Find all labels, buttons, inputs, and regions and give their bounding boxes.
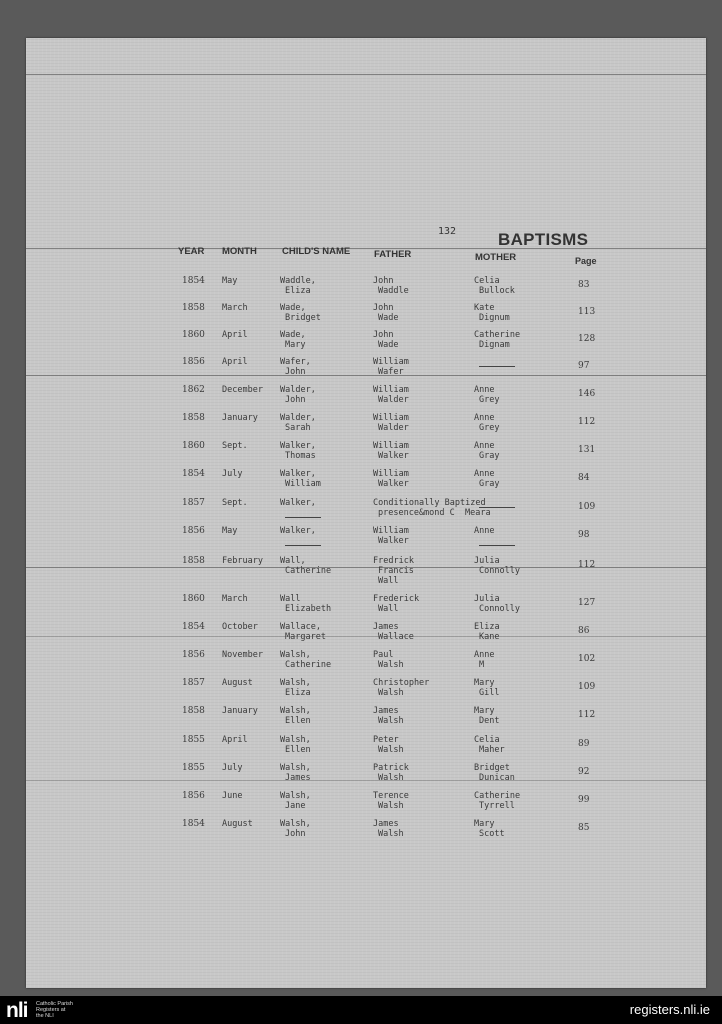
record-page: 99 [578,795,590,805]
record-child-name [280,594,331,614]
record-mother-line: Celia [474,735,500,745]
record-mother-line: Maher [479,745,505,755]
record-mother-line: Dignam [479,340,510,350]
record-page: 102 [578,654,596,664]
record-father-line: William [373,413,409,423]
record-father [373,622,414,642]
table-row [26,791,706,819]
logo-caption [36,1001,86,1019]
record-child-name [280,498,321,518]
table-row [26,330,706,358]
record-year: 1858 [182,706,205,716]
table-row [26,819,706,847]
record-month: August [222,819,253,829]
logo-caption-line: Registers at [36,1007,66,1013]
record-month: January [222,706,258,716]
record-father-line: William [373,441,409,451]
table-row [26,763,706,791]
record-child-name-line: Walsh, [280,735,311,745]
record-child-name-line: Eliza [285,688,311,698]
record-father-line: Francis [378,566,414,576]
record-page: 112 [578,417,596,427]
record-child-name-line: Wafer, [280,357,311,367]
record-month: December [222,385,263,395]
record-father [373,791,409,811]
record-page: 89 [578,739,590,749]
record-mother-line: Grey [479,395,500,405]
table-row [26,385,706,413]
record-mother-line: Julia [474,556,500,566]
record-mother [474,526,515,546]
scan-line [26,248,706,249]
table-row [26,594,706,622]
record-father [373,357,409,377]
record-month: April [222,330,248,340]
record-month: May [222,276,238,286]
record-father [373,498,491,518]
table-row [26,556,706,584]
record-year: 1857 [182,678,205,688]
record-child-name-line: Eliza [285,286,311,296]
logo-caption-line: the NLI [36,1013,54,1019]
record-mother [474,469,499,489]
record-father-line: Wafer [378,367,404,377]
record-month: Sept. [222,498,248,508]
record-mother-line [474,357,515,367]
record-child-name-line [280,536,321,546]
record-father-line: Peter [373,735,399,745]
record-child-name-line: John [285,395,306,405]
record-mother-line: Scott [479,829,505,839]
record-child-name [280,303,321,323]
record-father-line: John [373,330,394,340]
record-year: 1854 [182,622,205,632]
page-title: BAPTISMS [498,230,589,249]
record-page: 127 [578,598,596,608]
record-year: 1862 [182,385,205,395]
header-page: Page [575,256,597,266]
table-row [26,469,706,497]
record-father [373,526,409,546]
record-father [373,735,404,755]
record-child-name [280,276,316,296]
record-child-name-line: William [285,479,321,489]
record-page: 112 [578,560,596,570]
record-father-line: Walder [378,395,409,405]
table-row [26,678,706,706]
record-page: 113 [578,307,596,317]
record-mother-line: Tyrrell [479,801,515,811]
logo-caption-line: Catholic Parish [36,1001,73,1007]
record-page: 112 [578,710,596,720]
record-mother [474,385,499,405]
record-child-name [280,791,311,811]
record-year: 1855 [182,735,205,745]
record-mother-line: M [479,660,485,670]
record-mother-line: Anne [474,650,495,660]
record-child-name [280,385,316,405]
scan-line [26,74,706,75]
record-father-line: presence&mond C Meara [378,508,491,518]
record-father-line: Wall [378,576,399,586]
record-father-line: William [373,357,409,367]
record-page: 85 [578,823,590,833]
record-child-name-line: Bridget [285,313,321,323]
record-father [373,678,429,698]
record-mother [474,556,520,576]
record-mother-line: Bullock [479,286,515,296]
record-year: 1855 [182,763,205,773]
record-father-line: Walsh [378,801,404,811]
nli-logo[interactable]: nli [6,999,28,1022]
record-father [373,594,419,614]
record-month: November [222,650,263,660]
table-row [26,498,706,526]
record-child-name-line: Catherine [285,660,332,670]
record-child-name-line: Walder, [280,413,316,423]
record-father-line: Wade [378,313,399,323]
record-child-name [280,706,311,726]
header-month: MONTH [222,246,257,257]
record-mother-line: Eliza [474,622,500,632]
record-mother-line: Julia [474,594,500,604]
register-page [26,38,706,988]
record-father-line: Waddle [378,286,409,296]
record-month: April [222,357,248,367]
record-mother [474,498,515,508]
table-row [26,650,706,678]
record-mother-line: Kane [479,632,500,642]
record-mother [474,594,520,614]
record-child-name-line: Wall, [280,556,306,566]
record-mother-line: Connolly [479,604,520,614]
record-father-line: James [373,706,399,716]
record-child-name-line: Ellen [285,716,311,726]
record-father [373,706,404,726]
record-father-line: John [373,303,394,313]
footer-bar [0,996,722,1024]
record-page: 109 [578,682,596,692]
header-year: YEAR [178,246,205,257]
record-child-name-line: Wade, [280,330,306,340]
record-child-name [280,650,331,670]
record-father-line: Walsh [378,660,404,670]
record-father [373,650,404,670]
record-page: 84 [578,473,590,483]
record-father-line: William [373,526,409,536]
record-month: April [222,735,248,745]
record-child-name-line: Sarah [285,423,311,433]
record-father [373,469,409,489]
record-year: 1854 [182,276,205,286]
record-mother [474,357,515,367]
record-child-name-line: Walker, [280,441,316,451]
record-mother-line: Anne [474,413,495,423]
record-mother-line: Anne [474,469,495,479]
record-year: 1854 [182,819,205,829]
record-month: July [222,469,243,479]
record-child-name-line: Elizabeth [285,604,332,614]
record-father-line: Paul [373,650,394,660]
record-mother [474,330,520,350]
record-child-name-line: Margaret [285,632,326,642]
record-child-name [280,526,321,546]
record-father [373,385,409,405]
record-page: 109 [578,502,596,512]
record-father-line: Walsh [378,716,404,726]
record-mother [474,413,499,433]
record-child-name-line: Walker, [280,498,316,508]
record-father-line: Wade [378,340,399,350]
record-child-name [280,556,331,576]
record-child-name-line: Wade, [280,303,306,313]
record-child-name-line: James [285,773,311,783]
table-row [26,357,706,385]
record-child-name [280,678,311,698]
record-father [373,441,409,461]
record-child-name [280,413,316,433]
record-child-name-line: Catherine [285,566,332,576]
record-page: 146 [578,389,596,399]
record-year: 1860 [182,441,205,451]
record-child-name [280,819,311,839]
record-father-line: Walder [378,423,409,433]
record-year: 1856 [182,526,205,536]
record-mother-line: Bridget [474,763,510,773]
record-father [373,819,404,839]
record-child-name-line: Ellen [285,745,311,755]
record-child-name-line: Jane [285,801,306,811]
record-father-line: Walsh [378,773,404,783]
record-father-line: Walsh [378,829,404,839]
record-father-line: John [373,276,394,286]
record-child-name-line: Walsh, [280,650,311,660]
record-mother-line: Catherine [474,330,521,340]
record-father-line: James [373,622,399,632]
table-row [26,735,706,763]
record-month: Sept. [222,441,248,451]
record-month: August [222,678,253,688]
record-month: January [222,413,258,423]
record-month: March [222,594,248,604]
record-mother [474,735,505,755]
record-page: 92 [578,767,590,777]
table-row [26,441,706,469]
record-child-name-line: Wallace, [280,622,321,632]
record-child-name-line: Walsh, [280,678,311,688]
record-year: 1858 [182,413,205,423]
record-child-name [280,735,311,755]
record-father-line: Wall [378,604,399,614]
record-year: 1858 [182,303,205,313]
record-father-line: Walker [378,479,409,489]
record-year: 1856 [182,357,205,367]
record-mother-line: Anne [474,441,495,451]
record-mother [474,791,520,811]
record-year: 1856 [182,791,205,801]
record-father [373,303,398,323]
record-page: 86 [578,626,590,636]
record-month: February [222,556,263,566]
record-father-line: Terence [373,791,409,801]
record-father-line: Frederick [373,594,420,604]
record-child-name-line: Thomas [285,451,316,461]
record-page: 97 [578,361,590,371]
record-child-name-line: John [285,829,306,839]
record-mother-line [474,536,515,546]
record-father-line: William [373,385,409,395]
record-child-name-line: Waddle, [280,276,316,286]
record-mother-line: Dent [479,716,500,726]
header-mother: MOTHER [475,252,517,263]
record-child-name-line: Walsh, [280,819,311,829]
record-child-name-line: Wall [280,594,301,604]
record-father [373,763,409,783]
record-mother [474,819,505,839]
record-mother-line: Gray [479,451,500,461]
record-year: 1860 [182,594,205,604]
blank-line [479,537,515,546]
record-month: June [222,791,243,801]
record-father-line: Christopher [373,678,430,688]
record-mother-line: Gill [479,688,500,698]
record-mother [474,303,510,323]
record-month: May [222,526,238,536]
record-child-name-line: Walker, [280,469,316,479]
record-father [373,330,398,350]
header-father: FATHER [374,249,412,260]
record-page: 128 [578,334,596,344]
record-father-line: Walker [378,536,409,546]
record-mother-line: Dunican [479,773,515,783]
record-father-line: Walker [378,451,409,461]
record-father-line: James [373,819,399,829]
record-mother [474,650,494,670]
record-child-name-line: Walsh, [280,706,311,716]
record-child-name-line [280,508,321,518]
record-father-line: Walsh [378,745,404,755]
record-page: 98 [578,530,590,540]
record-father-line: Patrick [373,763,409,773]
table-row [26,303,706,331]
record-month: October [222,622,258,632]
record-mother-line: Mary [474,819,495,829]
record-mother-line: Grey [479,423,500,433]
table-row [26,413,706,441]
record-child-name [280,357,311,377]
record-father [373,413,409,433]
record-mother [474,276,515,296]
record-father-line: Walsh [378,688,404,698]
record-mother-line [474,498,515,508]
blank-line [285,537,321,546]
record-page: 131 [578,445,596,455]
record-mother-line: Dignum [479,313,510,323]
blank-line [479,358,515,367]
record-father-line: Wallace [378,632,414,642]
record-year: 1860 [182,330,205,340]
table-row [26,622,706,650]
record-child-name [280,441,316,461]
record-mother-line: Gray [479,479,500,489]
table-row [26,706,706,734]
record-mother [474,678,499,698]
record-child-name [280,622,326,642]
record-child-name-line: John [285,367,306,377]
record-mother-line: Anne [474,526,495,536]
record-father [373,276,409,296]
record-mother-line: Celia [474,276,500,286]
record-year: 1854 [182,469,205,479]
record-page: 83 [578,280,590,290]
page-number: 132 [438,226,457,237]
record-father-line: Fredrick [373,556,414,566]
table-row [26,276,706,304]
record-father-line: Conditionally Baptized [373,498,486,508]
header-child: CHILD'S NAME [282,246,351,257]
blank-line [479,499,515,508]
record-child-name-line: Mary [285,340,306,350]
record-mother [474,763,515,783]
record-year: 1858 [182,556,205,566]
table-row [26,526,706,554]
record-mother [474,706,499,726]
record-mother-line: Connolly [479,566,520,576]
record-mother-line: Catherine [474,791,521,801]
record-child-name [280,469,321,489]
record-month: July [222,763,243,773]
record-child-name [280,763,311,783]
blank-line [285,509,321,518]
record-mother-line: Mary [474,706,495,716]
record-mother [474,622,500,642]
record-child-name-line: Walsh, [280,791,311,801]
record-child-name-line: Walsh, [280,763,311,773]
record-year: 1856 [182,650,205,660]
record-child-name-line: Walder, [280,385,316,395]
record-month: March [222,303,248,313]
record-mother [474,441,499,461]
record-child-name [280,330,306,350]
record-child-name-line: Walker, [280,526,316,536]
record-year: 1857 [182,498,205,508]
record-father [373,556,414,586]
record-mother-line: Kate [474,303,495,313]
record-father-line: William [373,469,409,479]
record-mother-line: Mary [474,678,495,688]
record-mother-line: Anne [474,385,495,395]
site-link[interactable]: registers.nli.ie [629,1002,710,1017]
